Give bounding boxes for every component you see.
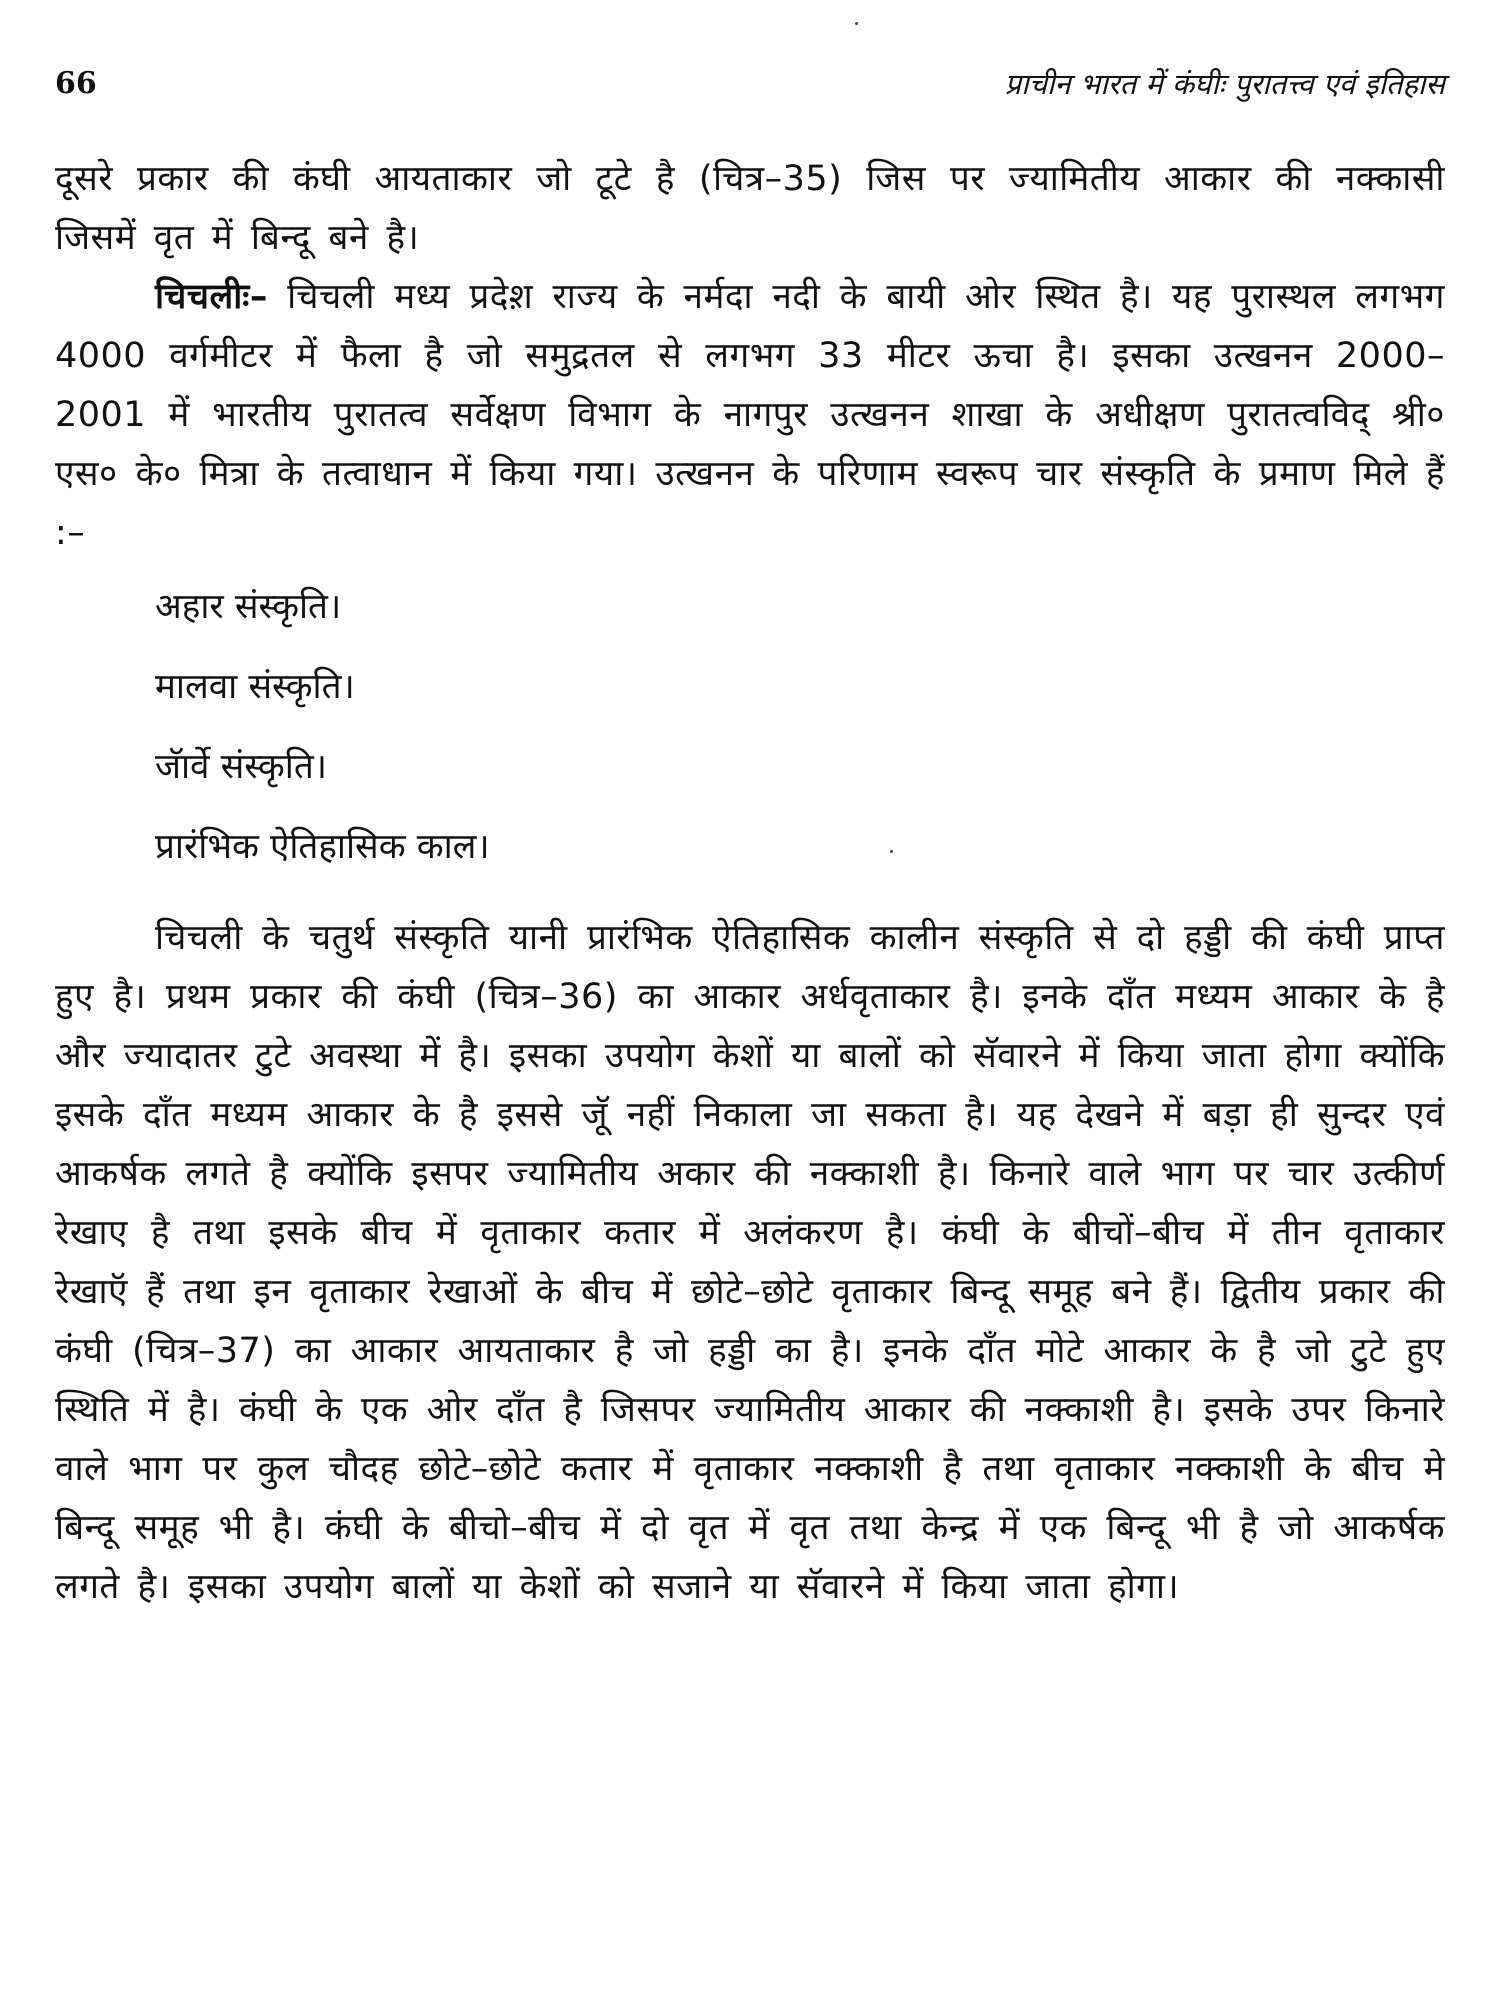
culture-list [55, 575, 1445, 895]
paragraph-3: चिचली के चतुर्थ संस्कृति यानी प्रारंभिक ऐतिहासिक कालीन संस्कृति से दो हड्डी की कंघी प्राप्त हुए है। प्रथम प्रकार की कंघी (चित्र–36) का आकार अर्धवृताकार है। इनके दाँत मध्यम आकार के है और ज्यादातर टुटे अवस्था में है। इसका उपयोग केशों या बालों को सॅवारने में किया जाता होगा क्योंकि इसके दाँत मध्यम आकार के है इससे जॅू नहीं निकाला जा सकता है। यह देखने में बड़ा ही सुन्दर एवं आकर्षक लगते है क्योंकि इसपर ज्यामितीय अकार की नक्काशी है। किनारे वाले भाग पर चार उत्कीर्ण रेखाए है तथा इसके बीच में वृताकार कतार में अलंकरण है। कंघी के बीचों–बीच में तीन वृताकार रेखाऍ हैं तथा इन वृताकार रेखाओं के बीच में छोटे–छोटे वृताकार बिन्दू समूह बने हैं। द्वितीय प्रकार की कंघी (चित्र–37) का आकार आयताकार है जो हड्डी का है। इनके दाँत मोटे आकार के है जो टुटे हुए स्थिति में है। कंघी के एक ओर दाँत है जिसपर ज्यामितीय आकार की नक्काशी है। इसके उपर किनारे वाले भाग पर कुल चौदह छोटे–छोटे कतार में वृताकार नक्काशी है तथा वृताकार नक्काशी के बीच मे बिन्दू समूह भी है। कंघी के बीचो–बीच में दो वृत में वृत तथा केन्द्र में एक बिन्दू भी है जो आकर्षक लगते है। इसका उपयोग बालों या केशों को सजाने या सॅवारने में किया जाता होगा। [55, 918, 1445, 1607]
paragraph-chichali-text: चिचली मध्य प्रदेश़ राज्य के नर्मदा नदी के बायी ओर स्थित है। यह पुरास्थल लगभग 4000 वर्गमीटर में फैला है जो समुद्रतल से लगभग 33 मीटर ऊचा है। इसका उत्खनन 2000–2001 में भारतीय पुरातत्व सर्वेक्षण विभाग के नागपुर उत्खनन शाखा के अधीक्षण पुरातत्वविद् श्री० एस० के० मित्रा के तत्वाधान में किया गया। उत्खनन के परिणाम स्वरूप चार संस्कृति के प्रमाण मिले हैं :– [55, 277, 1445, 553]
list-item: मालवा संस्कृति। [155, 667, 355, 707]
paragraph-chichali [55, 268, 1445, 563]
list-item: प्रारंभिक ऐतिहासिक काल। [155, 827, 490, 867]
running-title: प्राचीन भारत में कंघीः पुरातत्त्व एवं इतिहास [1004, 67, 1445, 101]
list-item: जॅार्वे संस्कृति। [155, 747, 328, 787]
list-item: अहार संस्कृति। [155, 587, 342, 627]
body-text [55, 150, 1445, 1629]
paragraph-lead-chichali: चिचलीः– [155, 277, 268, 317]
scan-speck [890, 850, 893, 853]
scan-speck [855, 22, 858, 25]
paragraph-1: दूसरे प्रकार की कंघी आयताकार जो टूटे है (चित्र–35) जिस पर ज्यामितीय आकार की नक्कासी जिसमें वृत में बिन्दू बने है। [55, 159, 1445, 258]
page-header [55, 60, 1445, 120]
page-number: 66 [55, 66, 97, 101]
